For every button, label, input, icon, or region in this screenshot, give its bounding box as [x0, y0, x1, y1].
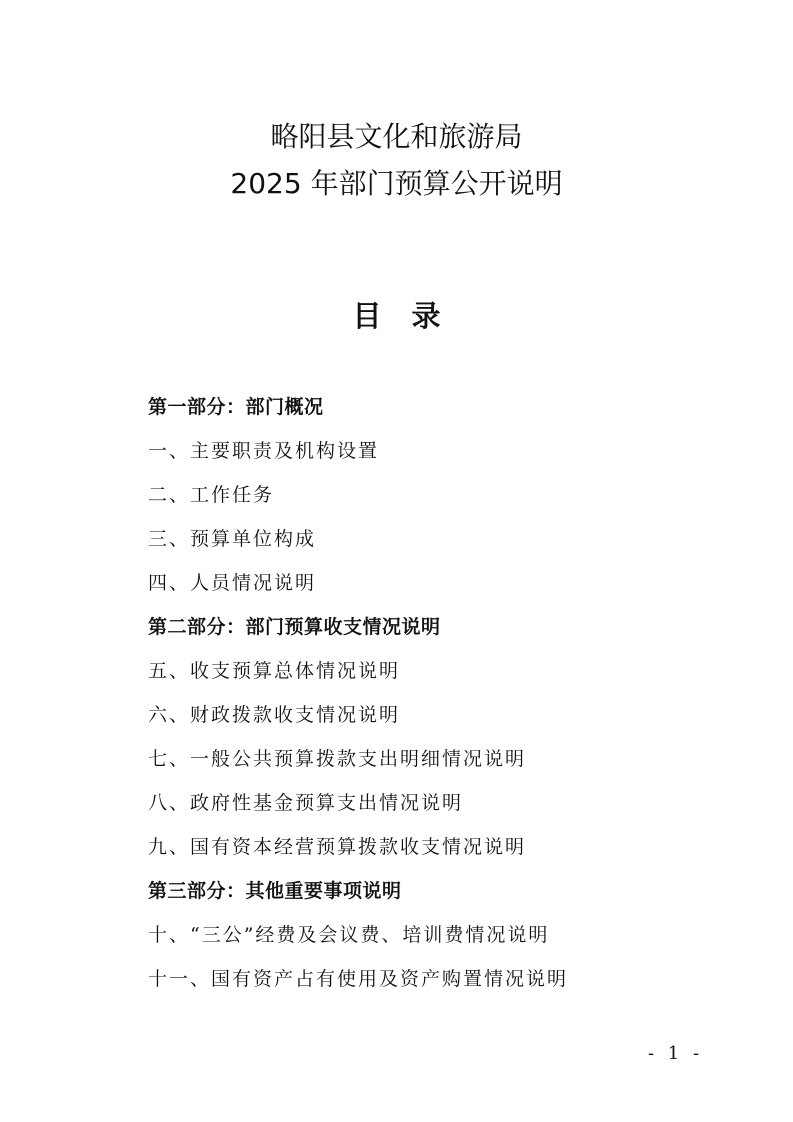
table-of-contents — [148, 390, 568, 1006]
page-number: - 1 - — [648, 1043, 704, 1064]
toc-part-2[interactable]: 第二部分：部门预算收支情况说明 — [148, 616, 441, 638]
toc-item-3[interactable]: 三、预算单位构成 — [148, 528, 317, 550]
toc-part-3[interactable]: 第三部分：其他重要事项说明 — [148, 880, 402, 902]
toc-item-10[interactable]: 十、“三公”经费及会议费、培训费情况说明 — [148, 924, 550, 946]
toc-item-2[interactable]: 二、工作任务 — [148, 484, 275, 506]
document-title-line1: 略阳县文化和旅游局 — [270, 120, 523, 153]
toc-item-11[interactable]: 十一、国有资产占有使用及资产购置情况说明 — [148, 968, 569, 990]
toc-item-9[interactable]: 九、国有资本经营预算拨款收支情况说明 — [148, 836, 527, 858]
toc-item-8[interactable]: 八、政府性基金预算支出情况说明 — [148, 792, 464, 814]
toc-item-7[interactable]: 七、一般公共预算拨款支出明细情况说明 — [148, 748, 527, 770]
toc-item-4[interactable]: 四、人员情况说明 — [148, 572, 317, 594]
toc-item-6[interactable]: 六、财政拨款收支情况说明 — [148, 704, 401, 726]
toc-item-5[interactable]: 五、收支预算总体情况说明 — [148, 660, 401, 682]
toc-heading: 目录 — [352, 299, 471, 333]
document-title-line2: 2025 年部门预算公开说明 — [230, 167, 563, 200]
toc-part-1[interactable]: 第一部分：部门概况 — [148, 396, 324, 418]
toc-item-1[interactable]: 一、主要职责及机构设置 — [148, 440, 380, 462]
